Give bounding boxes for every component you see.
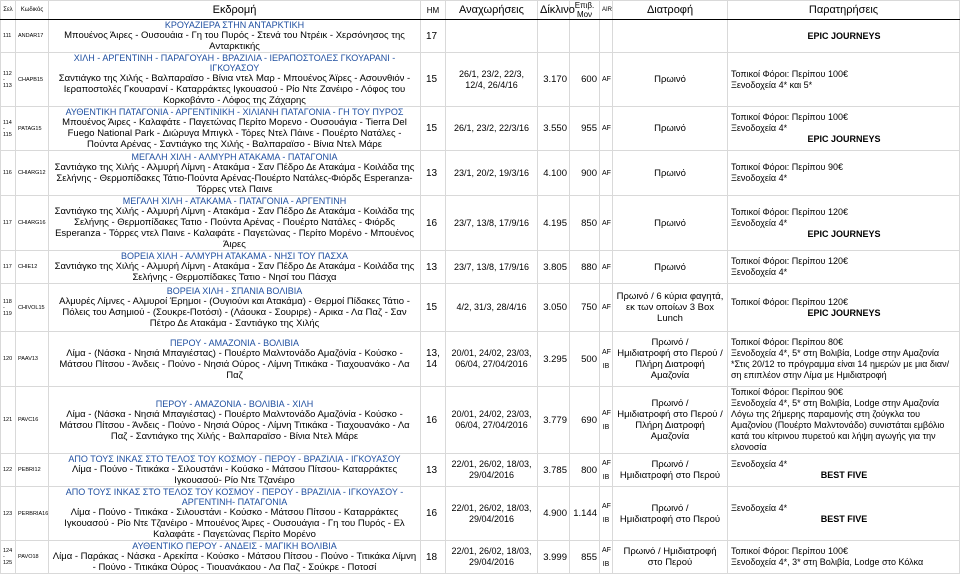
nights-count: 13: [421, 151, 446, 196]
itinerary-cell: [49, 387, 421, 454]
program-code: PAVO18: [16, 541, 49, 574]
nights-count: 16: [421, 196, 446, 251]
double-price: 4.195: [538, 196, 570, 251]
notes-text: Τοπικοί Φόροι: Περίπου 90€ Ξενοδοχεία 4*, 5* στη Βολιβία, Lodge στην Αμαζονία Λόγω της 2ήμερης παραμονής στη ζούγκλα του Αμαζονίου (Πουέρτο Μαλντονάδο) συνιστάται εμβόλιο κατά του κίτρινου πυρετού και λήψη αγωγής για την ελονοσία: [731, 387, 945, 452]
program-title: ΑΠΟ ΤΟΥΣ ΙΝΚΑΣ ΣΤΟ ΤΕΛΟΣ ΤΟΥ ΚΟΣΜΟΥ - ΠΕΡΟΥ - ΒΡΑΖΙΛΙΑ - ΙΓΚΟΥΑΣΟΥ: [68, 454, 401, 464]
meal-plan: [613, 20, 728, 53]
notes-cell: [728, 251, 960, 284]
departure-dates: 20/01, 24/02, 23/03, 06/04, 27/04/2016: [446, 332, 538, 387]
notes-text: Τοπικοί Φόροι: Περίπου 100€ Ξενοδοχεία 4*, 3* στη Βολιβία, Lodge στο Κόλκα: [731, 546, 924, 567]
header-row: [1, 1, 960, 20]
program-route: Σαντιάγκο της Χιλής - Αλμυρή Λίμνη - Ατακάμα - Σαν Πέδρο Δε Ατακάμα - Κοιλάδα της Σελήνης - Θερμοπίδακες Τάτιο-Πούντα Αρένας-Πουέρτο Νατάλες-Φιόρδς Esperanza-Τόρρες ντελ Παινε: [54, 161, 415, 195]
program-title: ΠΕΡΟΥ - ΑΜΑΖΟΝΙΑ - ΒΟΛΙΒΙΑ - ΧΙΛΗ: [155, 398, 314, 409]
page-number: 121: [1, 387, 16, 454]
meal-plan: Πρωινό: [613, 107, 728, 151]
program-title: ΜΕΓΑΛΗ ΧΙΛΗ - ΑΛΜΥΡΗ ΑΤΑΚΑΜΑ - ΠΑΤΑΓΟΝΙΑ: [131, 151, 338, 162]
itinerary-cell: [49, 107, 421, 151]
page-number: 117: [1, 196, 16, 251]
meal-plan: Πρωινό / Ημιδιατροφή στο Περού / Πλήρη Διατροφή Αμαζονία: [613, 332, 728, 387]
itinerary-cell: [49, 284, 421, 332]
meal-plan: Πρωινό / Ημιδιατροφή στο Περού: [613, 541, 728, 574]
program-code: PAAV13: [16, 332, 49, 387]
itinerary-cell: [49, 20, 421, 53]
page-number: 117: [1, 251, 16, 284]
program-code: PAVC16: [16, 387, 49, 454]
table-row: [1, 487, 960, 541]
nights-count: 17: [421, 20, 446, 53]
notes-text: Ξενοδοχεία 4*: [731, 459, 788, 469]
meal-plan: Πρωινό: [613, 196, 728, 251]
nights-count: 15: [421, 284, 446, 332]
single-supplement: 955: [570, 107, 600, 151]
single-supplement: 900: [570, 151, 600, 196]
airline-code: AF: [600, 53, 613, 107]
single-supplement: 750: [570, 284, 600, 332]
program-code: PEBRI12: [16, 454, 49, 487]
program-code: ANDAR17: [16, 20, 49, 53]
program-code: CHAPB15: [16, 53, 49, 107]
notes-text: Τοπικοί Φόροι: Περίπου 120€ Ξενοδοχεία 4*: [731, 206, 848, 228]
header-double: Δίκλινο: [538, 1, 570, 20]
program-badge: EPIC JOURNEYS: [807, 228, 881, 239]
airline-code: AF IB: [600, 541, 613, 574]
header-notes: Παρατηρήσεις: [728, 1, 960, 20]
single-supplement: [570, 20, 600, 53]
double-price: 3.785: [538, 454, 570, 487]
departure-dates: [446, 20, 538, 53]
program-badge: EPIC JOURNEYS: [807, 307, 881, 318]
table-row: [1, 196, 960, 251]
program-badge: BEST FIVE: [820, 513, 868, 524]
program-badge: EPIC JOURNEYS: [807, 30, 881, 41]
table-row: [1, 151, 960, 196]
program-route: Σαντιάγκο της Χιλής - Αλμυρή Λίμνη - Ατακάμα - Σαν Πέδρο Δε Ατακάμα - Κοιλάδα της Σελήνης - Θερμοπίδακες Τατιο - Πούντα Αρένας - Πουέρτο Νατάλες - Φιόρδς Esperanza - Τόρρες ντελ Παινε - Καλαφάτε - Παγετώνας - Περίτο Μορένο - Μπουένος Άιρες: [54, 206, 415, 250]
double-price: 4.900: [538, 487, 570, 541]
single-supplement: 850: [570, 196, 600, 251]
airline-code: AF IB: [600, 487, 613, 541]
double-price: 3.779: [538, 387, 570, 454]
airline-code: AF: [600, 107, 613, 151]
program-badge: EPIC JOURNEYS: [807, 134, 881, 144]
departure-dates: 23/1, 20/2, 19/3/16: [446, 151, 538, 196]
nights-count: 13: [421, 251, 446, 284]
program-route: Λίμα - (Νάσκα - Νησιά Μπαγιέστας) - Πουέρτο Μαλντονάδο Αμαζόνία - Κούσκο - Μάτσου Πίτσου - Άνδεις - Πούνο - Νησιά Ούρος - Λίμνη Τιτικάκα - Τιαχουανάκο - Λα Παζ: [59, 347, 410, 381]
meal-plan: Πρωινό: [613, 251, 728, 284]
itinerary-cell: [49, 196, 421, 251]
program-title: ΒΟΡΕΙΑ ΧΙΛΗ - ΣΠΑΝΙΑ ΒΟΛΙΒΙΑ: [166, 286, 303, 296]
table-row: [1, 387, 960, 454]
program-badge: BEST FIVE: [820, 470, 868, 480]
notes-text: Τοπικοί Φόροι: Περίπου 90€ Ξενοδοχεία 4*: [731, 162, 843, 183]
airline-code: AF IB: [600, 454, 613, 487]
departure-dates: 26/1, 23/2, 22/3/16: [446, 107, 538, 151]
notes-text: Τοπικοί Φόροι: Περίπου 100€ Ξενοδοχεία 4* και 5*: [731, 68, 848, 90]
program-route: Σαντιάγκο της Χιλής - Αλμυρή Λίμνη - Ατακάμα - Σαν Πέδρο Δε Ατακάμα - Κοιλάδα της Σελήνης - Θερμοπίδακες Τατιο - Νησί του Πάσχα: [54, 261, 415, 283]
table-row: [1, 251, 960, 284]
program-route: Λίμα - (Νάσκα - Νησιά Μπαγιέστας) - Πουέρτο Μαλντονάδο Αμαζόνία - Κούσκο - Μάτσου Πίτσου - Άνδεις - Πούνο - Νησιά Ούρος - Λίμνη Τιτικάκα - Τιαχουανάκο - Λα Παζ - Σαντιάγκο της Χιλής - Βαλπαραϊσο - Βίνια Ντελ Μάρε: [59, 408, 410, 442]
program-route: Λίμα - Πούνο - Τιτικάκα - Σιλουστάνι - Κούσκο - Μάτσου Πίτσου - Καταρράκτες Ιγκουασού - Ρίο Ντε Τζανέιρο - Μπουένος Άιρες - Ουσουάγια - Γη του Πυρός - Ελ Καλαφάτε - Παγετώνας Περίτο Μορένο: [64, 507, 405, 540]
meal-plan: Πρωινό / Ημιδιατροφή στο Περού / Πλήρη Διατροφή Αμαζονία: [613, 387, 728, 454]
nights-count: 15: [421, 107, 446, 151]
meal-plan: Πρωινό / 6 κύρια φαγητά, εκ των οποίων 3 Box Lunch: [613, 284, 728, 332]
meal-plan: Πρωινό: [613, 53, 728, 107]
program-code: CHIVOL15: [16, 284, 49, 332]
header-air: AIR: [600, 1, 613, 20]
header-page: Σελ: [1, 1, 16, 20]
double-price: 3.050: [538, 284, 570, 332]
program-code: CHIARG12: [16, 151, 49, 196]
notes-cell: [728, 196, 960, 251]
program-route: Σαντιάγκο της Χιλής - Βαλπαραϊσο - Βίνια ντελ Μαρ - Μπουένος Άϊρες - Ασουνθιόν - Ιεραποστολές Γκουαρανί - Καταρράκτες Ιγκουασού - Ρίο Ντε Ζανέιρο - Λόφος του Κορκοβάντο - Λόφος της Ζάχαρης: [58, 73, 411, 106]
single-supplement: 855: [570, 541, 600, 574]
nights-count: 15: [421, 53, 446, 107]
single-supplement: 800: [570, 454, 600, 487]
program-title: ΑΥΘΕΝΤΙΚΟ ΠΕΡΟΥ - ΑΝΔΕΙΣ - ΜΑΓΙΚΗ ΒΟΛΙΒΙΑ: [132, 541, 337, 551]
nights-count: 16: [421, 387, 446, 454]
program-title: ΧΙΛΗ - ΑΡΓΕΝΤΙΝΗ - ΠΑΡΑΓΟΥΑΗ - ΒΡΑΖΙΛΙΑ - ΙΕΡΑΠΟΣΤΟΛΕΣ ΓΚΟΥΑΡΑΝΙ - ΙΓΚΟΥΑΣΟΥ: [73, 53, 396, 73]
airline-code: AF: [600, 251, 613, 284]
itinerary-cell: [49, 454, 421, 487]
notes-cell: [728, 387, 960, 454]
page-number: 122: [1, 454, 16, 487]
table-row: [1, 454, 960, 487]
program-title: ΒΟΡΕΙΑ ΧΙΛΗ - ΑΛΜΥΡΗ ΑΤΑΚΑΜΑ - ΝΗΣΙ ΤΟΥ ΠΑΣΧΑ: [120, 251, 349, 261]
notes-cell: [728, 454, 960, 487]
meal-plan: Πρωινό / Ημιδιατροφή στο Περού: [613, 487, 728, 541]
notes-text: Τοπικοί Φόροι: Περίπου 100€ Ξενοδοχεία 4*: [731, 112, 848, 133]
notes-cell: [728, 107, 960, 151]
airline-code: AF: [600, 196, 613, 251]
meal-plan: Πρωινό: [613, 151, 728, 196]
page-number: 111: [1, 20, 16, 53]
header-single: Επιβ. Μον: [570, 1, 600, 20]
airline-code: AF IB: [600, 332, 613, 387]
double-price: 3.805: [538, 251, 570, 284]
notes-cell: [728, 151, 960, 196]
program-route: Λίμα - Παράκας - Νάσκα - Αρεκίπα - Κούσκο - Μάτσου Πίτσου - Πούνο - Τιτικάκα Λίμνη - Πούνο - Τιτικάκα Ούρος - Τιουανάκαου - Λα Παζ - Σούκρε - Ποτοσί: [52, 551, 417, 573]
program-route: Αλμυρές Λίμνες - Αλμυροί Έρημοι - (Ουγιούνι και Ατακάμα) - Θερμοί Πίδακες Τάτιο - Πόλεις του Ασημιού - (Σουκρε-Ποτόσι) - (Λάουκα - Σουριρε) - Αρικα - Λα Παζ - Σαν Πέτρο Δε Ατακάμα - Σαντιάγκο της Χιλής: [59, 296, 410, 329]
notes-text: Τοπικοί Φόροι: Περίπου 120€: [731, 296, 848, 307]
single-supplement: 500: [570, 332, 600, 387]
departure-dates: 23/7, 13/8, 17/9/16: [446, 251, 538, 284]
airline-code: AF IB: [600, 387, 613, 454]
single-supplement: 880: [570, 251, 600, 284]
notes-text: Ξενοδοχεία 4*: [731, 502, 788, 513]
double-price: 3.170: [538, 53, 570, 107]
departure-dates: 20/01, 24/02, 23/03, 06/04, 27/04/2016: [446, 387, 538, 454]
departure-dates: 22/01, 26/02, 18/03, 29/04/2016: [446, 487, 538, 541]
nights-count: 13, 14: [421, 332, 446, 387]
single-supplement: 690: [570, 387, 600, 454]
double-price: 3.295: [538, 332, 570, 387]
departure-dates: 4/2, 31/3, 28/4/16: [446, 284, 538, 332]
page-number: 114 - 115: [1, 107, 16, 151]
program-code: CHIE12: [16, 251, 49, 284]
double-price: 3.550: [538, 107, 570, 151]
meal-plan: Πρωινό / Ημιδιατροφή στο Περού: [613, 454, 728, 487]
airline-code: AF: [600, 151, 613, 196]
double-price: 4.100: [538, 151, 570, 196]
itinerary-cell: [49, 487, 421, 541]
itinerary-cell: [49, 332, 421, 387]
page-number: 120: [1, 332, 16, 387]
notes-cell: [728, 53, 960, 107]
double-price: [538, 20, 570, 53]
double-price: 3.999: [538, 541, 570, 574]
departure-dates: 23/7, 13/8, 17/9/16: [446, 196, 538, 251]
program-code: PERBRIA16: [16, 487, 49, 541]
notes-cell: [728, 332, 960, 387]
notes-cell: [728, 541, 960, 574]
single-supplement: 600: [570, 53, 600, 107]
notes-cell: [728, 284, 960, 332]
notes-cell: [728, 20, 960, 53]
program-route: Λίμα - Πούνο - Τιτικάκα - Σιλουστάνι - Κούσκο - Μάτσου Πίτσου- Καταρράκτες Ιγκουασού- Ρίο Ντε Τζανέιρο: [71, 464, 398, 486]
program-route: Μπουένος Άιρες - Ουσουάια - Γη του Πυρός - Στενά του Ντρέικ - Χερσόνησος της Ανταρκτικής: [64, 30, 405, 52]
airline-code: [600, 20, 613, 53]
departure-dates: 22/01, 26/02, 18/03, 29/04/2016: [446, 541, 538, 574]
notes-text: Τοπικοί Φόροι: Περίπου 80€ Ξενοδοχεία 4*, 5* στη Βολιβία, Lodge στην Αμαζονία *Στις 20/12 το πρόγραμμα είναι 14 ημερών με μια διαν/ση επιπλέον στην Λίμα με Ημιδιατροφή: [731, 337, 950, 380]
nights-count: 13: [421, 454, 446, 487]
airline-code: AF: [600, 284, 613, 332]
notes-cell: [728, 487, 960, 541]
header-itinerary: Εκδρομή: [49, 1, 421, 20]
header-departures: Αναχωρήσεις: [446, 1, 538, 20]
page-number: 116: [1, 151, 16, 196]
page-number: 123: [1, 487, 16, 541]
table-row: [1, 541, 960, 574]
table-row: [1, 20, 960, 53]
itinerary-cell: [49, 53, 421, 107]
page-number: 112 - 113: [1, 53, 16, 107]
page-number: 124 - 125: [1, 541, 16, 574]
itinerary-cell: [49, 541, 421, 574]
header-food: Διατροφή: [613, 1, 728, 20]
table-row: [1, 284, 960, 332]
page-number: 118 - 119: [1, 284, 16, 332]
table-row: [1, 107, 960, 151]
departure-dates: 26/1, 23/2, 22/3, 12/4, 26/4/16: [446, 53, 538, 107]
departure-dates: 22/01, 26/02, 18/03, 29/04/2016: [446, 454, 538, 487]
program-title: ΑΥΘΕΝΤΙΚΗ ΠΑΤΑΓΟΝΙΑ - ΑΡΓΕΝΤΙΝΙΚΗ - ΧΙΛΙΑΝΗ ΠΑΤΑΓΟΝΙΑ - ΓΗ ΤΟΥ ΠΥΡΟΣ: [65, 107, 404, 117]
itinerary-cell: [49, 251, 421, 284]
program-title: ΠΕΡΟΥ - ΑΜΑΖΟΝΙΑ - ΒΟΛΙΒΙΑ: [170, 337, 299, 348]
program-code: PATAG15: [16, 107, 49, 151]
table-row: [1, 332, 960, 387]
program-title: ΚΡΟΥΑΖΙΕΡΑ ΣΤΗΝ ΑΝΤΑΡΚΤΙΚΗ: [164, 20, 305, 30]
header-nights: ΗΜ: [421, 1, 446, 20]
nights-count: 18: [421, 541, 446, 574]
header-code: Κωδικός: [16, 1, 49, 20]
nights-count: 16: [421, 487, 446, 541]
program-code: CHIARG16: [16, 196, 49, 251]
single-supplement: 1.144: [570, 487, 600, 541]
program-title: ΑΠΟ ΤΟΥΣ ΙΝΚΑΣ ΣΤΟ ΤΕΛΟΣ ΤΟΥ ΚΟΣΜΟΥ - ΠΕΡΟΥ - ΒΡΑΖΙΛΙΑ - ΙΓΚΟΥΑΣΟΥ - ΑΡΓΕΝΤΙΝΗ- ΠΑΤΑΓΟΝΙΑ: [65, 487, 404, 507]
program-route: Μπουένος Άιρες - Καλαφάτε - Παγετώνας Περίτο Μορενο - Ουσουάγια - Tierra Del Fuego National Park - Διώρυγα Μπιγκλ - Τόρες Ντελ Πάινε - Πουέρτο Νατάλες - Πούντα Αρένας - Σαντιάγκο της Χιλής - Βαλπαραϊσο - Βίνια Ντελ Μάρε: [62, 117, 407, 150]
table-row: [1, 53, 960, 107]
itinerary-cell: [49, 151, 421, 196]
notes-text: Τοπικοί Φόροι: Περίπου 120€ Ξενοδοχεία 4*: [731, 256, 848, 277]
program-title: ΜΕΓΑΛΗ ΧΙΛΗ - ΑΤΑΚΑΜΑ - ΠΑΤΑΓΟΝΙΑ - ΑΡΓΕΝΤΙΝΗ: [122, 196, 347, 206]
